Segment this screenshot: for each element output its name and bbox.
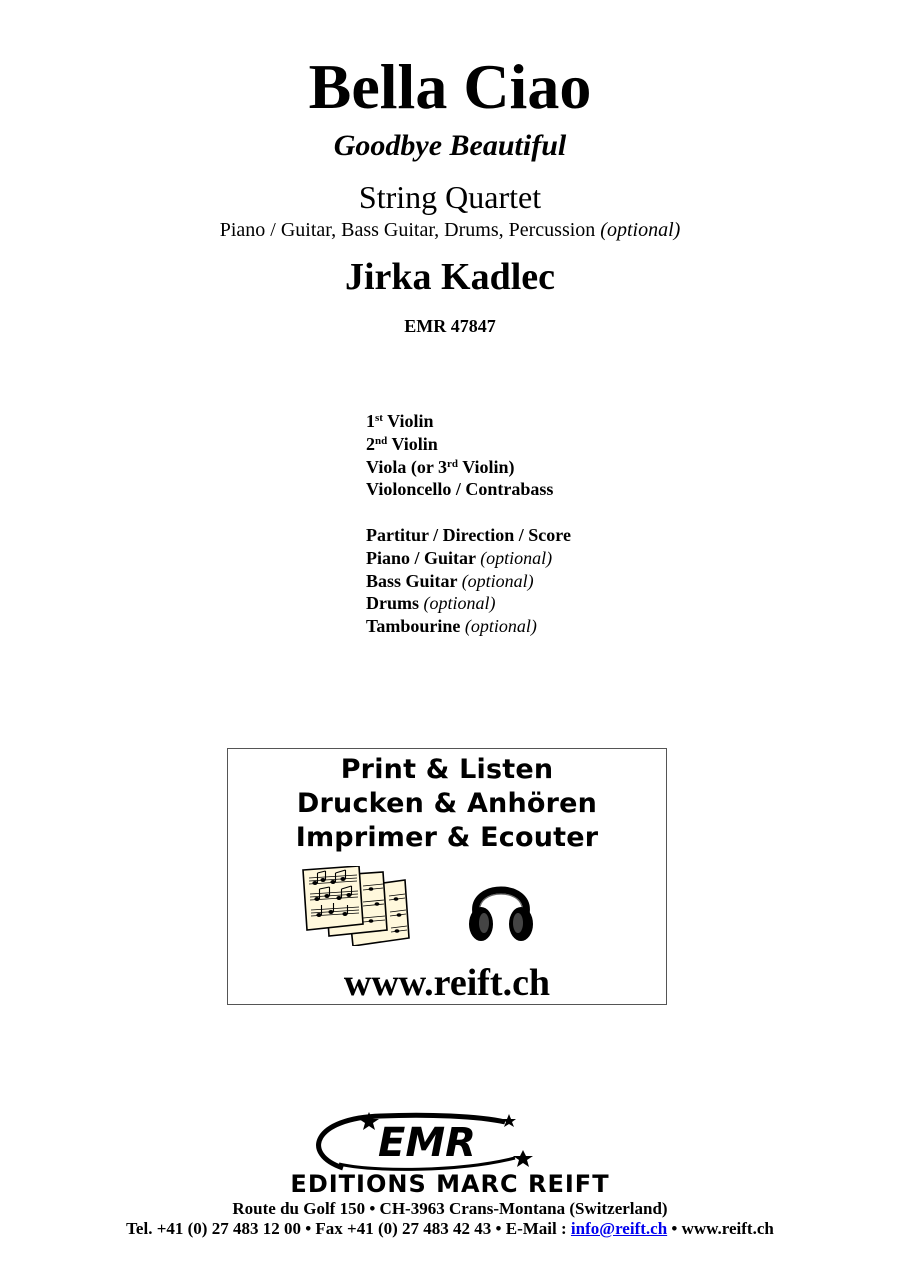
string-parts-list xyxy=(366,410,553,501)
sheet-music-icon xyxy=(301,866,413,946)
contact-phone-fax: Tel. +41 (0) 27 483 12 00 • Fax +41 (0) 27 483 42 43 • E-Mail : xyxy=(126,1219,571,1238)
part-violin-1: 1st Violin xyxy=(366,411,434,431)
ensemble: String Quartet xyxy=(358,179,542,215)
instrumentation-line xyxy=(0,218,900,242)
promo-line-french: Imprimer & Ecouter xyxy=(295,822,599,853)
instrumentation-optional: (optional) xyxy=(600,219,681,241)
part-violin-2: 2nd Violin xyxy=(366,433,438,454)
part-score: Partitur / Direction / Score xyxy=(366,525,571,545)
emr-logo xyxy=(309,1110,549,1174)
part-tambourine: Tambourine (optional) xyxy=(366,616,537,637)
part-drums: Drums (optional) xyxy=(366,593,496,614)
subtitle: Goodbye Beautiful xyxy=(333,129,567,162)
catalog-number: EMR 47847 xyxy=(404,316,496,336)
promo-line-english: Print & Listen xyxy=(340,754,554,785)
publisher-contact xyxy=(0,1218,900,1240)
instrumentation-text: Piano / Guitar, Bass Guitar, Drums, Percussion xyxy=(219,219,596,241)
print-listen-box xyxy=(227,748,667,1005)
part-bass-guitar: Bass Guitar (optional) xyxy=(366,570,534,591)
contact-website: • www.reift.ch xyxy=(667,1219,774,1238)
headphones-icon xyxy=(466,868,536,946)
title: Bella Ciao xyxy=(308,51,592,122)
part-viola: Viola (or 3rd Violin) xyxy=(366,456,515,477)
part-cello: Violoncello / Contrabass xyxy=(366,479,554,500)
publisher-address: Route du Golf 150 • CH-3963 Crans-Montana (Switzerland) xyxy=(232,1199,668,1218)
other-parts-list xyxy=(366,524,571,638)
publisher-name: EDITIONS MARC REIFT xyxy=(290,1170,610,1198)
svg-text:EMR: EMR xyxy=(378,1120,476,1166)
composer: Jirka Kadlec xyxy=(344,256,556,298)
promo-line-german: Drucken & Anhören xyxy=(296,788,598,819)
promo-website[interactable]: www.reift.ch xyxy=(343,962,551,1004)
email-link[interactable]: info@reift.ch xyxy=(570,1219,668,1238)
part-piano: Piano / Guitar (optional) xyxy=(366,547,553,568)
